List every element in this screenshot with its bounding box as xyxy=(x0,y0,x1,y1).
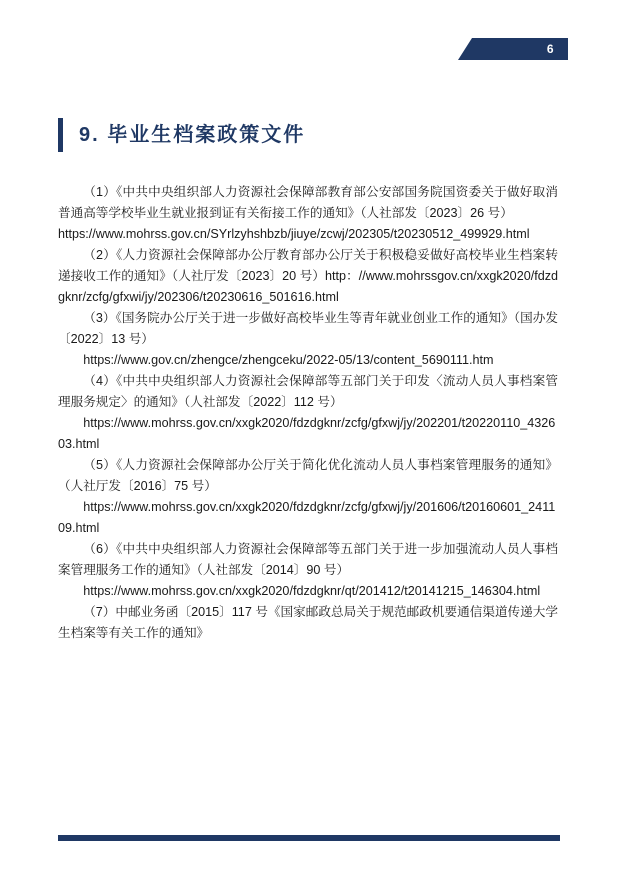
paragraph-url: https://www.mohrss.gov.cn/xxgk2020/fdzdgknr/zcfg/gfxwj/jy/202201/t20220110_432603.html xyxy=(58,416,556,451)
paragraph: （7）中邮业务函〔2015〕117 号《国家邮政总局关于规范邮政机要通信渠道传递大学生档案等有关工作的通知》 xyxy=(58,605,558,640)
paragraph: （2）《人力资源社会保障部办公厅教育部办公厅关于积极稳妥做好高校毕业生档案转递接收工作的通知》（人社厅发〔2023〕20 号）http：//www.mohrssgov.cn/xxgk2020/fdzdgknr/zcfg/gfxwi/jy/202306/t20230616_501616.html xyxy=(58,248,558,304)
title-accent-bar xyxy=(58,118,63,152)
document-body xyxy=(58,182,558,644)
paragraph: （5）《人力资源社会保障部办公厅关于简化优化流动人员人事档案管理服务的通知》（人社厅发〔2016〕75 号） xyxy=(58,458,558,493)
paragraph: （1）《中共中央组织部人力资源社会保障部教育部公安部国务院国资委关于做好取消普通高等学校毕业生就业报到证有关衔接工作的通知》（人社部发〔2023〕26 号） xyxy=(58,185,558,220)
section-title xyxy=(58,118,305,152)
page-title: 9. 毕业生档案政策文件 xyxy=(79,124,306,146)
paragraph-url: https://www.mohrss.gov.cn/xxgk2020/fdzdgknr/zcfg/gfxwj/jy/201606/t20160601_241109.html xyxy=(58,500,556,535)
paragraph: （6）《中共中央组织部人力资源社会保障部等五部门关于进一步加强流动人员人事档案管理服务工作的通知》（人社部发〔2014〕90 号） xyxy=(58,542,558,577)
page-number: 6 xyxy=(546,42,554,56)
paragraph-url: https://www.mohrss.gov.cn/xxgk2020/fdzdgknr/qt/201412/t20141215_146304.html xyxy=(83,584,541,598)
paragraph-url: https://www.mohrss.gov.cn/SYrlzyhshbzb/jiuye/zcwj/202305/t20230512_499929.html xyxy=(58,227,530,241)
paragraph: （3）《国务院办公厅关于进一步做好高校毕业生等青年就业创业工作的通知》（国办发〔2022〕13 号） xyxy=(58,311,558,346)
page-number-banner xyxy=(458,38,568,60)
footer-rule xyxy=(58,835,560,841)
paragraph: （4）《中共中央组织部人力资源社会保障部等五部门关于印发〈流动人员人事档案管理服务规定〉的通知》（人社部发〔2022〕112 号） xyxy=(58,374,558,409)
paragraph-url: https://www.gov.cn/zhengce/zhengceku/2022-05/13/content_5690111.htm xyxy=(83,353,494,367)
